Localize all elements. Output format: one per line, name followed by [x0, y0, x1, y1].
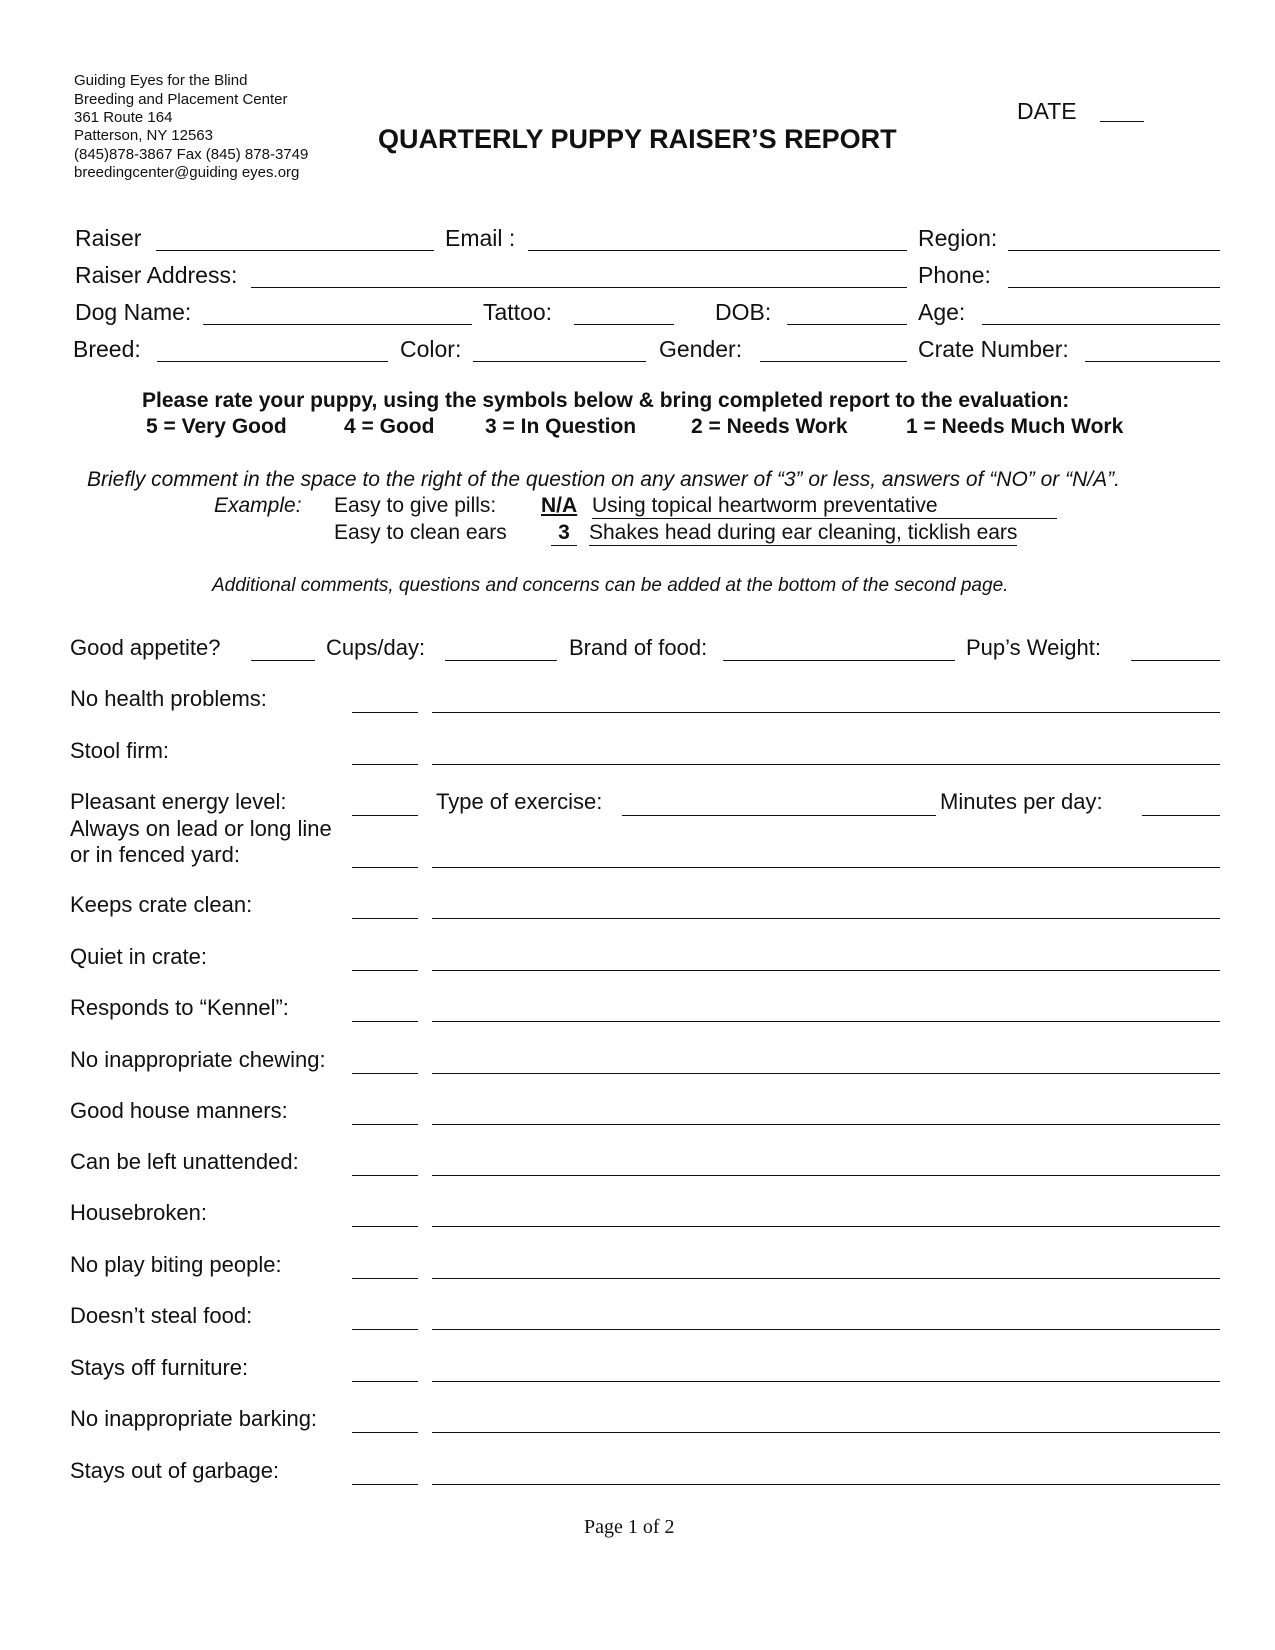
question-no-inappropriate-chewing: No inappropriate chewing: — [70, 1047, 326, 1072]
comment-field-stays-off-furniture[interactable] — [432, 1381, 1220, 1382]
org-street: 361 Route 164 — [74, 109, 173, 126]
minutes-per-day-field[interactable] — [1142, 815, 1220, 816]
question-responds-to-kennel: Responds to “Kennel”: — [70, 995, 289, 1020]
org-name: Guiding Eyes for the Blind — [74, 72, 248, 89]
rating-field-housebroken[interactable] — [352, 1226, 418, 1227]
cups-day-label: Cups/day: — [326, 635, 426, 660]
age-field[interactable] — [982, 324, 1220, 325]
crate-number-field[interactable] — [1085, 361, 1220, 362]
gender-label: Gender: — [659, 336, 743, 362]
additional-note: Additional comments, questions and concerns can be added at the bottom of the second page. — [212, 575, 1009, 596]
pups-weight-label: Pup’s Weight: — [966, 635, 1101, 660]
crate-number-label: Crate Number: — [918, 336, 1069, 362]
example-rating-ears: 3 — [551, 521, 577, 546]
comment-field-no-play-biting[interactable] — [432, 1278, 1220, 1279]
raiser-label: Raiser — [75, 225, 142, 251]
example-question-ears: Easy to clean ears — [334, 521, 507, 544]
comment-field-stool-firm[interactable] — [432, 764, 1220, 765]
brand-of-food-label: Brand of food: — [569, 635, 708, 660]
example-comment-pills: Using topical heartworm preventative — [592, 494, 1057, 519]
comment-field-no-inappropriate-chewing[interactable] — [432, 1073, 1220, 1074]
rating-field-responds-to-kennel[interactable] — [352, 1021, 418, 1022]
question-always-on-lead-line2: or in fenced yard: — [70, 842, 240, 867]
org-email: breedingcenter@guiding eyes.org — [74, 164, 300, 181]
rating-field-doesnt-steal-food[interactable] — [352, 1329, 418, 1330]
comment-field-good-house-manners[interactable] — [432, 1124, 1220, 1125]
question-quiet-in-crate: Quiet in crate: — [70, 944, 207, 969]
phone-field[interactable] — [1008, 287, 1220, 288]
comment-instruction: Briefly comment in the space to the right of the question on any answer of “3” or less, answers of “NO” or “N/A”. — [87, 468, 1120, 491]
question-always-on-lead-line1: Always on lead or long line — [70, 816, 332, 841]
type-of-exercise-field[interactable] — [622, 815, 936, 816]
dob-label: DOB: — [715, 299, 772, 325]
rating-field-no-play-biting[interactable] — [352, 1278, 418, 1279]
raiser-field[interactable] — [156, 250, 434, 251]
rating-scale-4: 4 = Good — [344, 415, 435, 438]
question-good-house-manners: Good house manners: — [70, 1098, 288, 1123]
minutes-per-day-label: Minutes per day: — [940, 789, 1103, 814]
cups-day-field[interactable] — [445, 660, 557, 661]
gender-field[interactable] — [760, 361, 907, 362]
question-doesnt-steal-food: Doesn’t steal food: — [70, 1303, 253, 1328]
email-label: Email : — [445, 225, 516, 251]
raiser-address-field[interactable] — [251, 287, 907, 288]
rating-field-pleasant-energy[interactable] — [352, 815, 418, 816]
rating-scale-1: 1 = Needs Much Work — [906, 415, 1124, 438]
rating-field-stays-out-of-garbage[interactable] — [352, 1484, 418, 1485]
age-label: Age: — [918, 299, 966, 325]
comment-field-no-inappropriate-barking[interactable] — [432, 1432, 1220, 1433]
rating-field-no-health-problems[interactable] — [352, 712, 418, 713]
rating-instruction: Please rate your puppy, using the symbols below & bring completed report to the evaluation: — [142, 389, 1070, 412]
good-appetite-field[interactable] — [251, 660, 315, 661]
rating-scale-3: 3 = In Question — [485, 415, 637, 438]
example-comment-ears: Shakes head during ear cleaning, ticklish ears — [589, 521, 1018, 544]
rating-field-stool-firm[interactable] — [352, 764, 418, 765]
rating-field-no-inappropriate-chewing[interactable] — [352, 1073, 418, 1074]
comment-field-no-health-problems[interactable] — [432, 712, 1220, 713]
region-field[interactable] — [1008, 250, 1220, 251]
comment-field-quiet-in-crate[interactable] — [432, 970, 1220, 971]
tattoo-field[interactable] — [574, 324, 674, 325]
good-appetite-label: Good appetite? — [70, 635, 221, 660]
rating-field-keeps-crate-clean[interactable] — [352, 918, 418, 919]
example-rating-pills: N/A — [541, 494, 578, 517]
comment-field-keeps-crate-clean[interactable] — [432, 918, 1220, 919]
question-stays-out-of-garbage: Stays out of garbage: — [70, 1458, 280, 1483]
type-of-exercise-label: Type of exercise: — [436, 789, 603, 814]
date-label: DATE — [1017, 98, 1077, 124]
dog-name-label: Dog Name: — [75, 299, 192, 325]
question-housebroken: Housebroken: — [70, 1200, 207, 1225]
breed-field[interactable] — [157, 361, 388, 362]
org-city: Patterson, NY 12563 — [74, 127, 213, 144]
rating-scale-2: 2 = Needs Work — [691, 415, 848, 438]
comment-field-stays-out-of-garbage[interactable] — [432, 1484, 1220, 1485]
comment-field-housebroken[interactable] — [432, 1226, 1220, 1227]
breed-label: Breed: — [73, 336, 141, 362]
question-no-play-biting: No play biting people: — [70, 1252, 282, 1277]
dob-field[interactable] — [787, 324, 907, 325]
rating-field-quiet-in-crate[interactable] — [352, 970, 418, 971]
question-can-be-left-unattended: Can be left unattended: — [70, 1149, 299, 1174]
comment-field-can-be-left-unattended[interactable] — [432, 1175, 1220, 1176]
page-title: QUARTERLY PUPPY RAISER’S REPORT — [378, 124, 897, 154]
example-question-pills: Easy to give pills: — [334, 494, 497, 517]
question-stays-off-furniture: Stays off furniture: — [70, 1355, 249, 1380]
org-phone-fax: (845)878-3867 Fax (845) 878-3749 — [74, 146, 309, 163]
rating-field-can-be-left-unattended[interactable] — [352, 1175, 418, 1176]
page-number: Page 1 of 2 — [584, 1516, 675, 1538]
question-no-inappropriate-barking: No inappropriate barking: — [70, 1406, 318, 1431]
question-pleasant-energy: Pleasant energy level: — [70, 789, 287, 814]
rating-field-always-on-lead[interactable] — [352, 867, 418, 868]
region-label: Region: — [918, 225, 998, 251]
date-field[interactable] — [1100, 121, 1144, 122]
color-label: Color: — [400, 336, 462, 362]
pups-weight-field[interactable] — [1131, 660, 1220, 661]
question-keeps-crate-clean: Keeps crate clean: — [70, 892, 253, 917]
comment-field-doesnt-steal-food[interactable] — [432, 1329, 1220, 1330]
rating-field-stays-off-furniture[interactable] — [352, 1381, 418, 1382]
email-field[interactable] — [528, 250, 907, 251]
org-center: Breeding and Placement Center — [74, 91, 288, 108]
dog-name-field[interactable] — [203, 324, 472, 325]
raiser-address-label: Raiser Address: — [75, 262, 238, 288]
rating-field-good-house-manners[interactable] — [352, 1124, 418, 1125]
rating-scale-5: 5 = Very Good — [146, 415, 287, 438]
tattoo-label: Tattoo: — [483, 299, 553, 325]
question-stool-firm: Stool firm: — [70, 738, 170, 763]
question-no-health-problems: No health problems: — [70, 686, 267, 711]
comment-field-always-on-lead[interactable] — [432, 867, 1220, 868]
phone-label: Phone: — [918, 262, 991, 288]
rating-field-no-inappropriate-barking[interactable] — [352, 1432, 418, 1433]
example-label: Example: — [214, 494, 302, 517]
comment-field-responds-to-kennel[interactable] — [432, 1021, 1220, 1022]
color-field[interactable] — [473, 361, 646, 362]
brand-of-food-field[interactable] — [723, 660, 955, 661]
